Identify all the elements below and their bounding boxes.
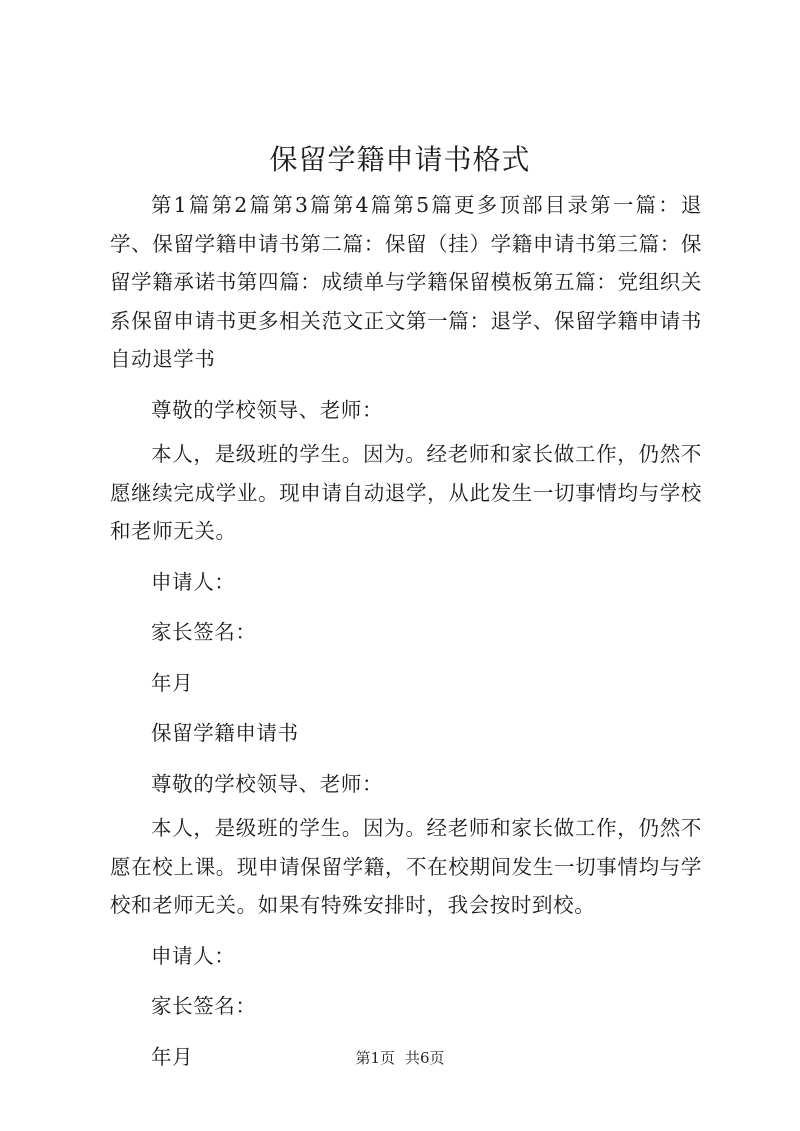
page-number: 第1页 <box>355 1049 395 1067</box>
paragraph-body: 本人，是级班的学生。因为。经老师和家长做工作，仍然不愿在校上课。现申请保留学籍，不在校期间发生一切事情均与学校和老师无关。如果有特殊安排时，我会按时到校。 <box>110 816 702 917</box>
page-footer <box>0 1048 800 1068</box>
paragraph-applicant: 申请人： <box>151 943 236 968</box>
paragraph-salutation: 尊敬的学校领导、老师： <box>151 771 384 796</box>
document-title: 保留学籍申请书格式 <box>269 143 531 176</box>
paragraph-date: 年月 <box>151 670 194 695</box>
document-body <box>110 186 702 1076</box>
page-total: 共6页 <box>405 1049 445 1067</box>
paragraph-applicant: 申请人： <box>151 569 236 594</box>
paragraph-parent-signature: 家长签名： <box>151 620 257 644</box>
paragraph-heading: 保留学籍申请书 <box>151 721 299 745</box>
paragraph-toc: 第1篇第2篇第3篇第4篇第5篇更多顶部目录第一篇：退学、保留学籍申请书第二篇：保留（挂）学籍申请书第三篇：保留学籍承诺书第四篇：成绩单与学籍保留模板第五篇：党组织关系保留申请书更多相关范文正文第一篇：退学、保留学籍申请书自动退学书 <box>110 193 702 371</box>
paragraph-salutation: 尊敬的学校领导、老师： <box>151 397 384 422</box>
paragraph-date: 年月 <box>151 1044 194 1069</box>
paragraph-body: 本人，是级班的学生。因为。经老师和家长做工作，仍然不愿继续完成学业。现申请自动退学，从此发生一切事情均与学校和老师无关。 <box>110 442 702 543</box>
paragraph-parent-signature: 家长签名： <box>151 994 257 1018</box>
